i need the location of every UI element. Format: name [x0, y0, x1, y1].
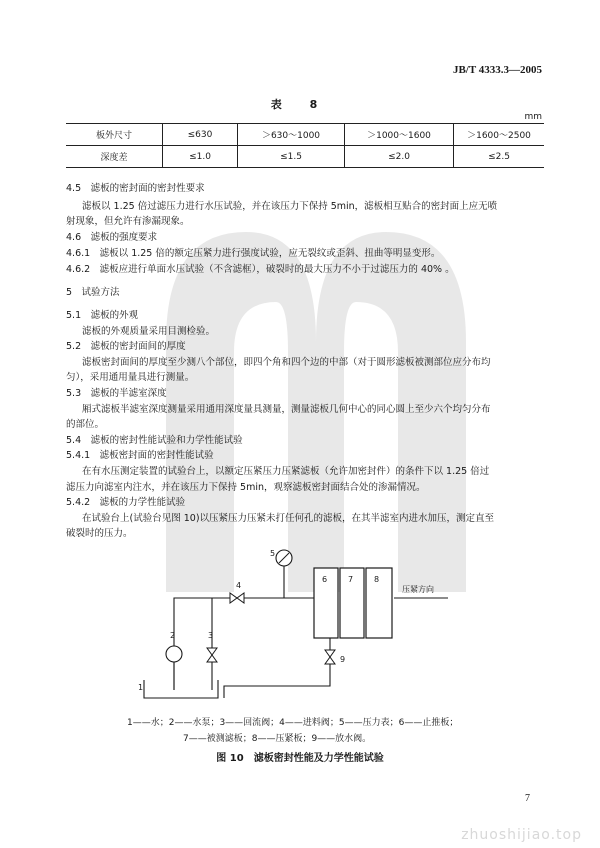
paragraph-5-3-line-2: 的部位。	[66, 419, 105, 430]
test-rig-diagram	[118, 538, 478, 708]
heading-5-4-2: 5.4.2 滤板的力学性能试验	[66, 497, 186, 508]
footer-watermark-text: zhuoshijiao.top	[461, 827, 582, 843]
diagram-label: 9	[340, 655, 346, 664]
heading-5-4-1: 5.4.1 滤板密封面的密封性能试验	[66, 450, 214, 461]
diagram-label: 3	[208, 631, 214, 640]
water-pump-symbol	[166, 646, 182, 662]
paragraph-5-4-2-line-1: 在试验台上(试验台见图 10)以压紧压力压紧未打任何孔的滤板，在其半滤室内进水加压，测定直至	[82, 513, 495, 524]
drain-valve-symbol	[325, 650, 335, 664]
paragraph-4-5-line-2: 射现象，但允许有渗漏现象。	[66, 216, 190, 227]
paragraph-5-2-line-2: 匀），采用通用量具进行测量。	[66, 372, 195, 383]
standard-number: JB/T 4333.3—2005	[452, 64, 542, 76]
diagram-label: 2	[170, 631, 176, 640]
table-cell: ＞1600～2500	[454, 124, 545, 146]
table-title: 表 8	[270, 98, 330, 111]
table-cell: ≤1.0	[163, 146, 238, 168]
heading-5-3: 5.3 滤板的半滤室深度	[66, 388, 167, 399]
figure-legend-line-1: 1——水；2——水泵；3——回流阀；4——进料阀；5——压力表；6——止推板；	[127, 718, 459, 728]
table-cell: ≤2.0	[345, 146, 454, 168]
table-row	[66, 146, 544, 168]
return-valve-symbol	[207, 648, 217, 662]
paragraph-5-4-1-line-2: 滤压力向滤室内注水，并在该压力下保持 5min，观察滤板密封面结合处的渗漏情况。	[66, 482, 426, 493]
table-cell: ＞1000～1600	[345, 124, 454, 146]
figure-caption: 图 10 滤板密封性能及力学性能试验	[216, 753, 384, 764]
diagram-label: 8	[374, 575, 380, 584]
table-cell: ≤630	[163, 124, 238, 146]
diagram-label: 6	[322, 575, 328, 584]
heading-5-1: 5.1 滤板的外观	[66, 310, 139, 321]
table-cell: 深度差	[66, 146, 163, 168]
table-unit: mm	[524, 112, 542, 122]
diagram-label: 7	[348, 575, 354, 584]
table-cell: 板外尺寸	[66, 124, 163, 146]
paragraph-4-6-2: 4.6.2 滤板应进行单面水压试验（不含滤框），破裂时的最大压力不小于过滤压力的 40% 。	[66, 264, 455, 275]
heading-5-2: 5.2 滤板的密封面间的厚度	[66, 341, 186, 352]
table-cell: ≤2.5	[454, 146, 545, 168]
diagram-label: 1	[138, 683, 144, 692]
table-8	[66, 123, 544, 168]
feed-valve-symbol	[230, 593, 244, 603]
paragraph-5-2-line-1: 滤板密封面间的厚度至少测八个部位，即四个角和四个边的中部（对于圆形滤板被测部位应分布均	[82, 357, 491, 368]
table-row	[66, 124, 544, 146]
heading-5-4: 5.4 滤板的密封性能试验和力学性能试验	[66, 435, 243, 446]
table-cell: ≤1.5	[238, 146, 345, 168]
paragraph-5-4-2-line-2: 破裂时的压力。	[66, 528, 133, 539]
heading-5: 5 试验方法	[66, 287, 120, 298]
paragraph-5-4-1-line-1: 在有水压测定装置的试验台上，以额定压紧压力压紧滤板（允许加密封件）的条件下以 1.25 倍过	[82, 466, 490, 477]
heading-4-5: 4.5 滤板的密封面的密封性要求	[66, 183, 205, 194]
table-cell: ＞630～1000	[238, 124, 345, 146]
water-tank	[144, 680, 218, 698]
diagram-label: 4	[236, 581, 242, 590]
paragraph-4-5-line-1: 滤板以 1.25 倍过滤压力进行水压试验，并在该压力下保持 5min，滤板相互贴合的密封面上应无喷	[82, 201, 498, 212]
page-number: 7	[525, 793, 530, 804]
paragraph-4-6-1: 4.6.1 滤板以 1.25 倍的额定压紧力进行强度试验，应无裂纹或歪斜、扭曲等明显变形。	[66, 248, 441, 259]
diagram-label: 5	[270, 549, 276, 558]
paragraph-5-1: 滤板的外观质量采用目测检验。	[82, 326, 216, 337]
paragraph-5-3-line-1: 厢式滤板半滤室深度测量采用通用深度量具测量，测量滤板几何中心的同心圆上至少六个均匀分布	[82, 404, 491, 415]
press-direction-label: 压紧方向	[402, 585, 434, 594]
figure-legend-line-2: 7——被测滤板；8——压紧板；9——放水阀。	[183, 734, 372, 744]
heading-4-6: 4.6 滤板的强度要求	[66, 232, 158, 243]
